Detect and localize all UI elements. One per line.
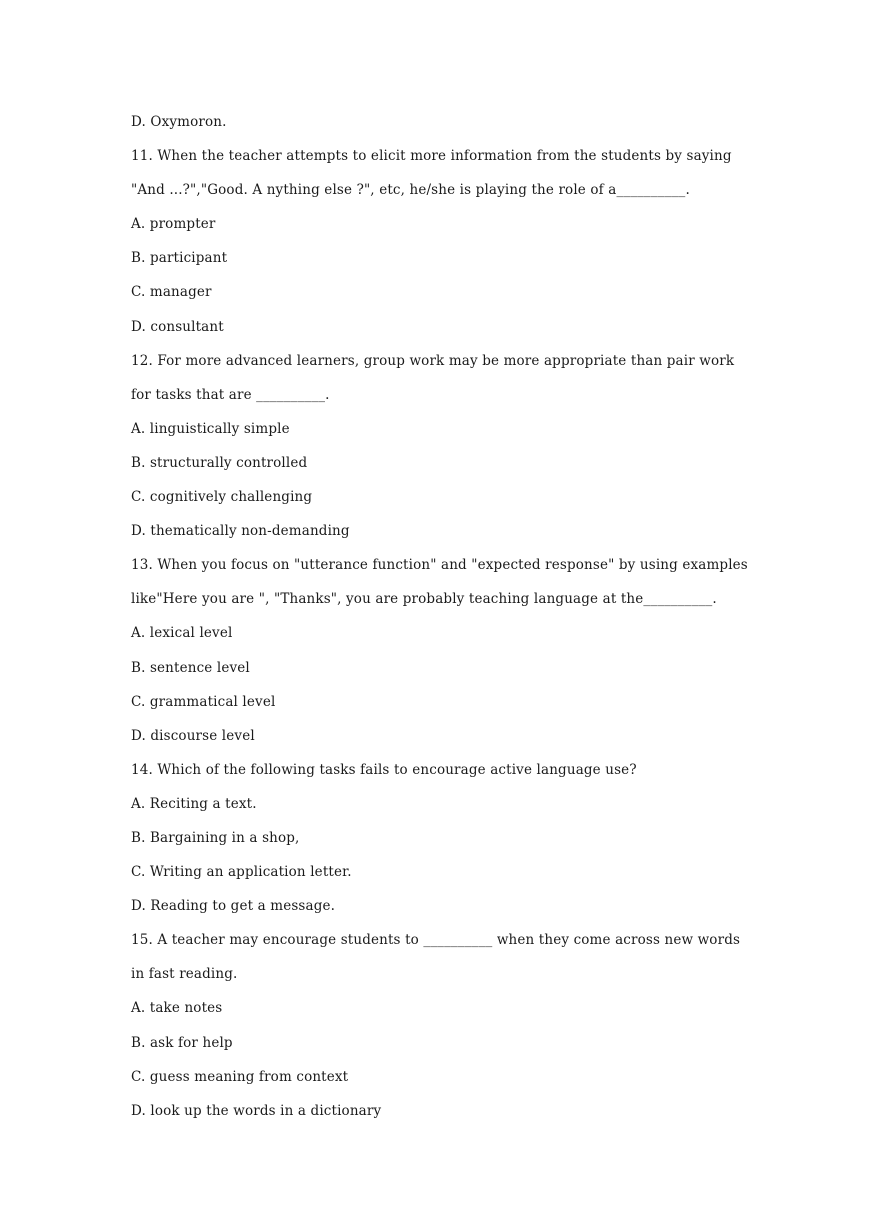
option-13-a: A. lexical level <box>131 625 233 642</box>
question-12-line-2: for tasks that are __________. <box>131 386 330 403</box>
option-11-a: A. prompter <box>131 216 216 233</box>
option-14-b: B. Bargaining in a shop, <box>131 829 300 846</box>
option-12-a: A. linguistically simple <box>131 420 290 437</box>
option-15-a: A. take notes <box>131 1000 223 1017</box>
option-12-c: C. cognitively challenging <box>131 489 313 506</box>
option-14-d: D. Reading to get a message. <box>131 898 336 915</box>
option-15-d: D. look up the words in a dictionary <box>131 1102 382 1119</box>
question-15-line-1: 15. A teacher may encourage students to __________ when they come across new words <box>131 932 741 949</box>
option-13-d: D. discourse level <box>131 727 255 744</box>
option-12-b: B. structurally controlled <box>131 454 308 471</box>
option-11-d: D. consultant <box>131 318 224 335</box>
option-14-a: A. Reciting a text. <box>131 795 257 812</box>
question-14-line-1: 14. Which of the following tasks fails to encourage active language use? <box>131 761 637 778</box>
option-13-c: C. grammatical level <box>131 693 276 710</box>
question-11-line-2: "And ...?","Good. A nything else ?", etc, he/she is playing the role of a__________. <box>131 182 690 199</box>
question-13-line-2: like"Here you are ", "Thanks", you are probably teaching language at the__________. <box>131 591 717 608</box>
option-13-b: B. sentence level <box>131 659 250 676</box>
question-12-line-1: 12. For more advanced learners, group work may be more appropriate than pair work <box>131 352 735 369</box>
question-13-line-1: 13. When you focus on "utterance function" and "expected response" by using examples <box>131 557 748 574</box>
option-15-c: C. guess meaning from context <box>131 1068 349 1085</box>
question-15-line-2: in fast reading. <box>131 966 238 983</box>
question-11-line-1: 11. When the teacher attempts to elicit more information from the students by saying <box>131 148 732 165</box>
option-11-c: C. manager <box>131 284 212 301</box>
option-12-d: D. thematically non-demanding <box>131 523 350 540</box>
option-10-d: D. Oxymoron. <box>131 114 227 130</box>
option-11-b: B. participant <box>131 250 228 267</box>
option-15-b: B. ask for help <box>131 1034 233 1051</box>
exam-questions <box>131 105 748 1128</box>
option-14-c: C. Writing an application letter. <box>131 864 352 881</box>
